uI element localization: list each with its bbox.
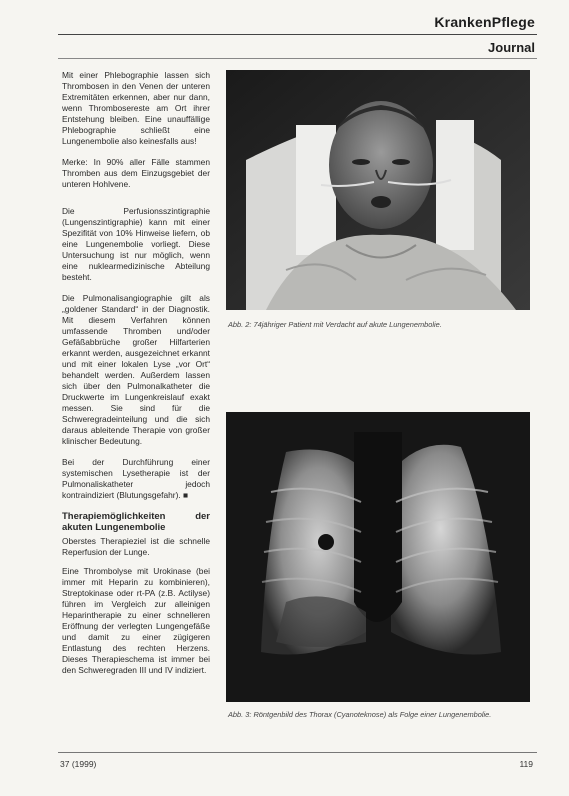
merke-note: Merke: In 90% aller Fälle stammen Thromben aus dem Einzugsgebiet der unteren Hohlvene. <box>62 157 210 189</box>
section-heading: Therapiemöglichkeiten der akuten Lungenembolie <box>62 511 210 533</box>
footer-rule <box>58 752 537 753</box>
paragraph-angiographie: Die Pulmonalisangiographie gilt als „goldener Standard“ in der Diagnostik. Mit diesem Verfahren können umfassende Thromben und/oder Gefäßabbrüche großer Hilfarterien erkannt werden, ausgezeichnet erkannt und mit einer lokalen Lyse „vor Ort“ behandelt werden. Außerdem lassen sich über den Pulmonalkatheter die Druckwerte im Lungenkreislauf exakt messen. Sie sind für die Schweregradeinteilung und die sich daraus ableitende Therapie von großer klinischer Bedeutung. <box>62 293 210 446</box>
figure-2-caption: Abb. 2: 74jähriger Patient mit Verdacht auf akute Lungenembolie. <box>228 320 442 329</box>
page-number: 119 <box>519 759 533 769</box>
volume-year: 37 (1999) <box>60 759 97 769</box>
figure-3-caption: Abb. 3: Röntgenbild des Thorax (Cyanoteknose) als Folge einer Lungenembolie. <box>228 710 492 719</box>
paragraph-thrombolyse: Eine Thrombolyse mit Urokinase (bei immer mit Heparin zu kombinieren), Streptokinase oder rt-PA (z.B. Actilyse) führen im Vergleich zur alleinigen Heparintherapie zu einer schnelleren Eröffnung der verlegten Lungengefäße und damit zu einer zügigeren Entlastung des rechten Herzens. Dieses Therapieschema ist immer bei den Schweregraden III und IV indiziert. <box>62 566 210 675</box>
paragraph-szintigraphie: Die Perfusionsszintigraphie (Lungenszintigraphie) kann mit einer Spezifität von 10% Hinweise liefern, ob eine Lungenembolie vorliegt. Diese Untersuchung ist nur möglich, wenn eine nuklearmedizinische Abteilung besteht. <box>62 206 210 282</box>
paragraph-phlebographie: Mit einer Phlebographie lassen sich Thrombosen in den Venen der unteren Extremitäten erkennen, aber nur dann, wenn Thrombosereste am Ort ihrer Entstehung bleiben. Eine unauffällige Phlebographie schließt eine Lungenembolie also keinesfalls aus! <box>62 70 210 146</box>
therapy-goal: Oberstes Therapieziel ist die schnelle Reperfusion der Lunge. <box>62 536 210 557</box>
patient-photo <box>226 70 530 310</box>
header-rule <box>58 34 537 35</box>
chest-xray <box>226 412 530 702</box>
journal-subtitle: Journal <box>488 40 535 55</box>
paragraph-lysetherapie: Bei der Durchführung einer systemischen Lysetherapie ist der Pulmonaliskatheter jedoch kontraindiziert (Blutungsgefahr). ■ <box>62 457 210 500</box>
journal-title: KrankenPflege <box>434 14 535 30</box>
header-rule-secondary <box>58 58 537 59</box>
text-column <box>62 70 210 686</box>
